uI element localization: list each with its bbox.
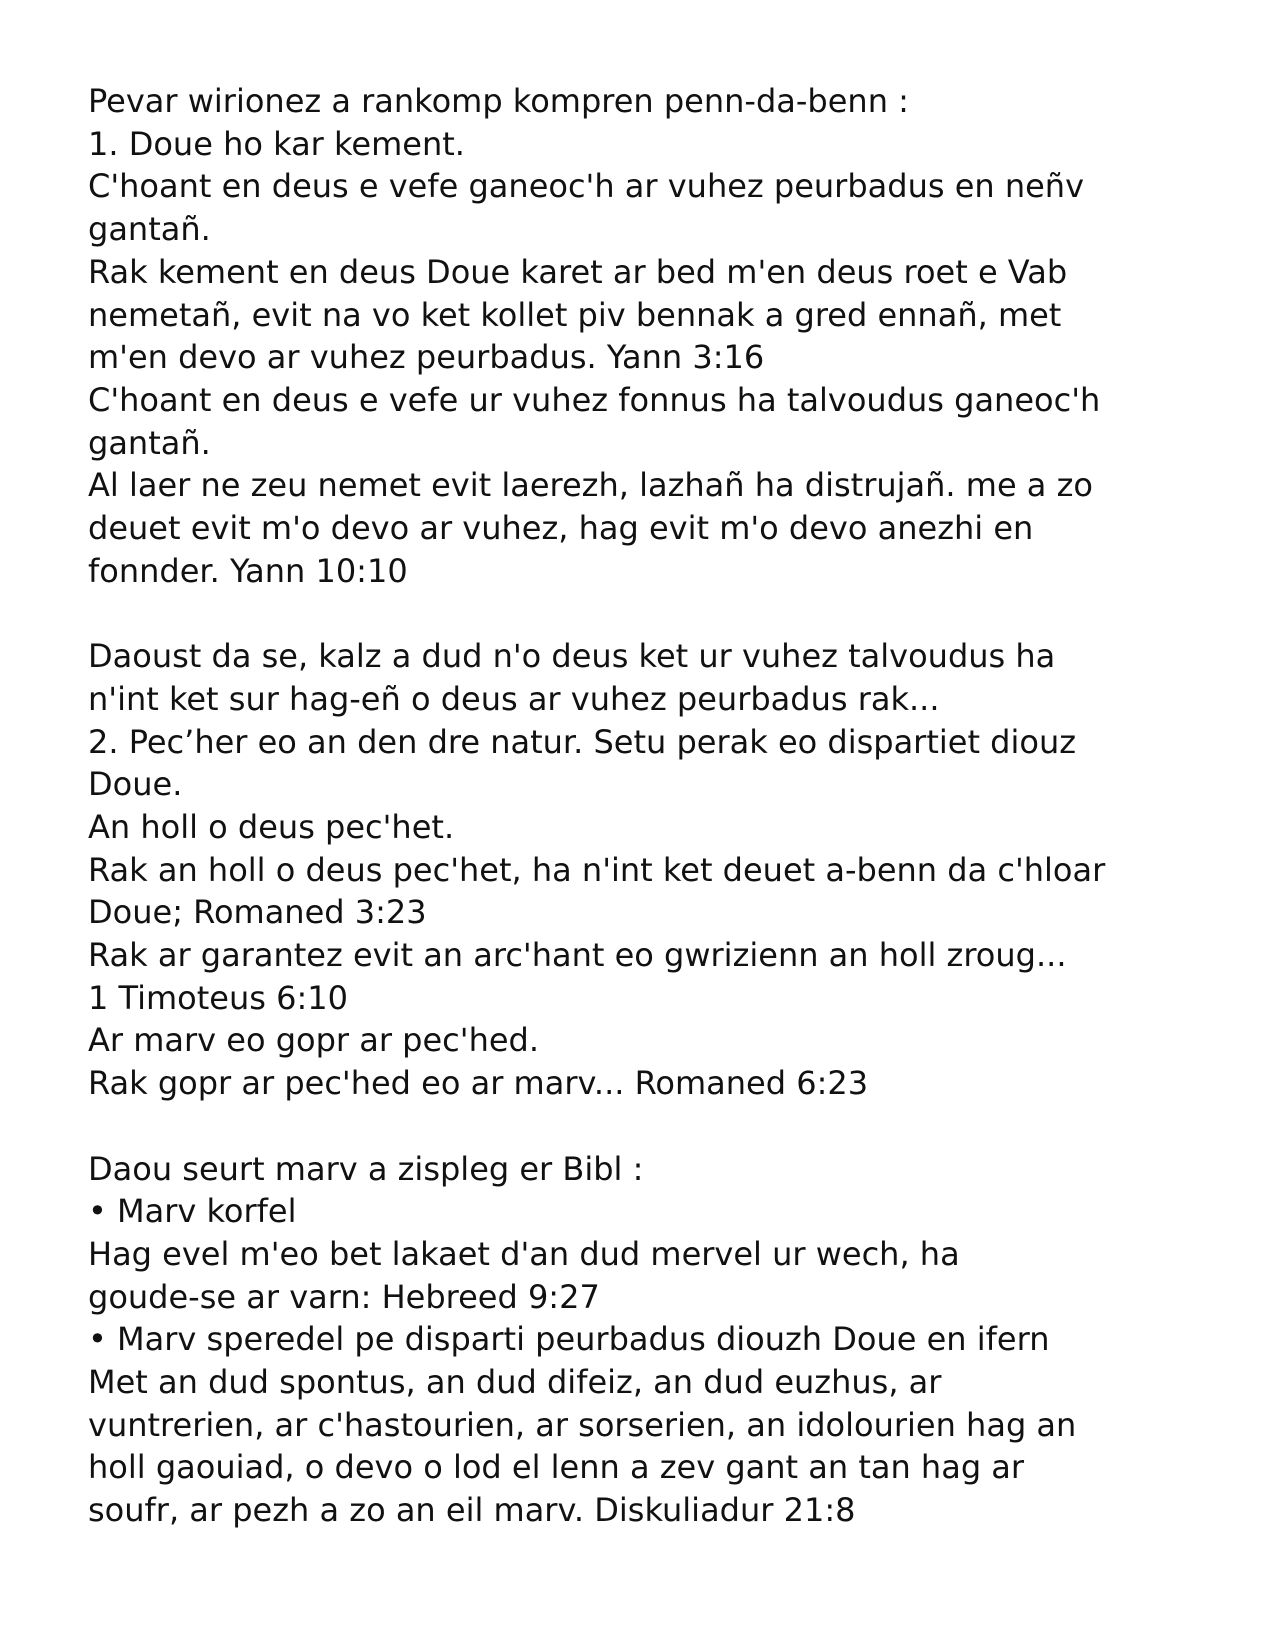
text-line: Daou seurt marv a zispleg er Bibl : xyxy=(88,1149,644,1188)
text-line: • Marv speredel pe disparti peurbadus diouzh Doue en ifern xyxy=(88,1320,1050,1359)
paragraph-section-2 xyxy=(88,635,1208,1105)
document-text xyxy=(88,80,1208,1532)
paragraph-section-3 xyxy=(88,1148,1208,1532)
text-line: fonnder. Yann 10:10 xyxy=(88,551,408,590)
text-line: An holl o deus pec'het. xyxy=(88,807,455,846)
text-line: Rak ar garantez evit an arc'hant eo gwrizienn an holl zroug... xyxy=(88,936,1067,975)
text-line: goude-se ar varn: Hebreed 9:27 xyxy=(88,1277,600,1316)
text-line: deuet evit m'o devo ar vuhez, hag evit m'o devo anezhi en xyxy=(88,509,1034,548)
text-line: Al laer ne zeu nemet evit laerezh, lazhañ ha distrujañ. me a zo xyxy=(88,466,1093,505)
text-line: vuntrerien, ar c'hastourien, ar sorserien, an idolourien hag an xyxy=(88,1405,1077,1444)
text-line: Rak gopr ar pec'hed eo ar marv... Romaned 6:23 xyxy=(88,1064,869,1103)
text-line: gantañ. xyxy=(88,423,211,462)
text-line: gantañ. xyxy=(88,210,211,249)
text-line: n'int ket sur hag-eñ o deus ar vuhez peurbadus rak... xyxy=(88,679,940,718)
text-line: Daoust da se, kalz a dud n'o deus ket ur vuhez talvoudus ha xyxy=(88,637,1056,676)
text-line: Rak an holl o deus pec'het, ha n'int ket deuet a-benn da c'hloar xyxy=(88,850,1106,889)
text-line: Rak kement en deus Doue karet ar bed m'en deus roet e Vab xyxy=(88,252,1068,291)
text-line: Doue; Romaned 3:23 xyxy=(88,893,427,932)
paragraph-spacer xyxy=(88,1105,1208,1148)
text-line: Ar marv eo gopr ar pec'hed. xyxy=(88,1021,540,1060)
text-line: holl gaouiad, o devo o lod el lenn a zev gant an tan hag ar xyxy=(88,1448,1025,1487)
text-line: C'hoant en deus e vefe ganeoc'h ar vuhez peurbadus en neñv xyxy=(88,167,1085,206)
text-line: • Marv korfel xyxy=(88,1192,297,1231)
text-line: Met an dud spontus, an dud difeiz, an dud euzhus, ar xyxy=(88,1363,942,1402)
text-line: 1 Timoteus 6:10 xyxy=(88,978,348,1017)
text-line: nemetañ, evit na vo ket kollet piv bennak a gred ennañ, met xyxy=(88,295,1062,334)
text-line: Doue. xyxy=(88,765,183,804)
text-line: 1. Doue ho kar kement. xyxy=(88,124,465,163)
text-line: soufr, ar pezh a zo an eil marv. Diskuliadur 21:8 xyxy=(88,1491,856,1530)
text-line: 2. Pec’her eo an den dre natur. Setu perak eo dispartiet diouz xyxy=(88,722,1077,761)
text-line: C'hoant en deus e vefe ur vuhez fonnus ha talvoudus ganeoc'h xyxy=(88,380,1101,419)
paragraph-spacer xyxy=(88,592,1208,635)
text-line: Hag evel m'eo bet lakaet d'an dud mervel ur wech, ha xyxy=(88,1234,960,1273)
text-line: Pevar wirionez a rankomp kompren penn-da-benn : xyxy=(88,82,909,120)
paragraph-section-1 xyxy=(88,80,1208,592)
text-line: m'en devo ar vuhez peurbadus. Yann 3:16 xyxy=(88,338,765,377)
